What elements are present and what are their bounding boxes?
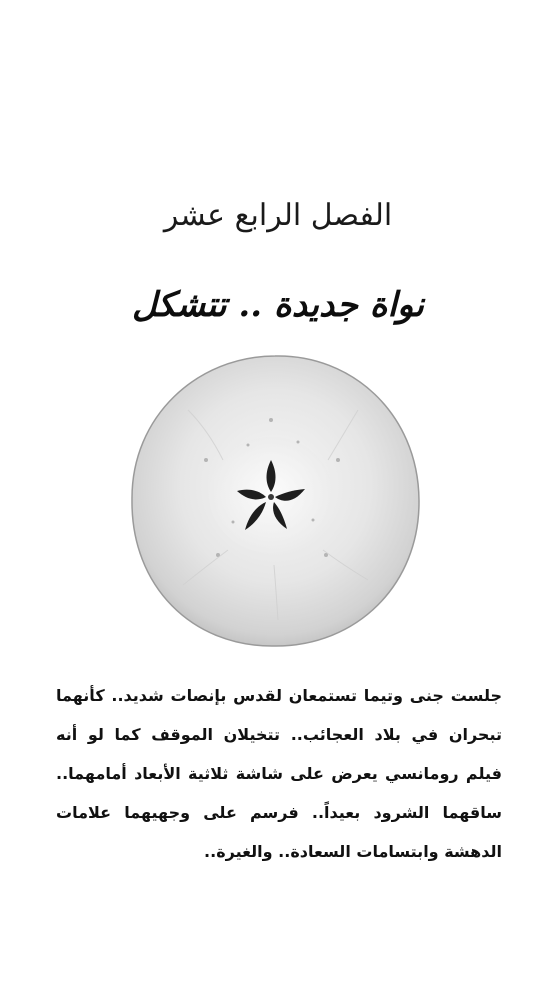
chapter-title: نواة جديدة .. تتشكل — [131, 285, 425, 325]
body-paragraph: جلست جنى وتيما تستمعان لقدس بإنصات شديد.. كأنهما تبحران في بلاد العجائب.. تتخيلان الموقف كما لو أنه فيلم رومانسي يعرض على شاشة ثلاثية الأبعاد أمامهما.. ساقهما الشرود بعيداً.. فرسم على وجهيهما علامات الدهشة وابتسامات السعادة.. والغيرة.. — [56, 686, 502, 861]
apple-cross-section-icon — [128, 350, 422, 650]
chapter-number-heading: الفصل الرابع عشر — [163, 198, 393, 233]
